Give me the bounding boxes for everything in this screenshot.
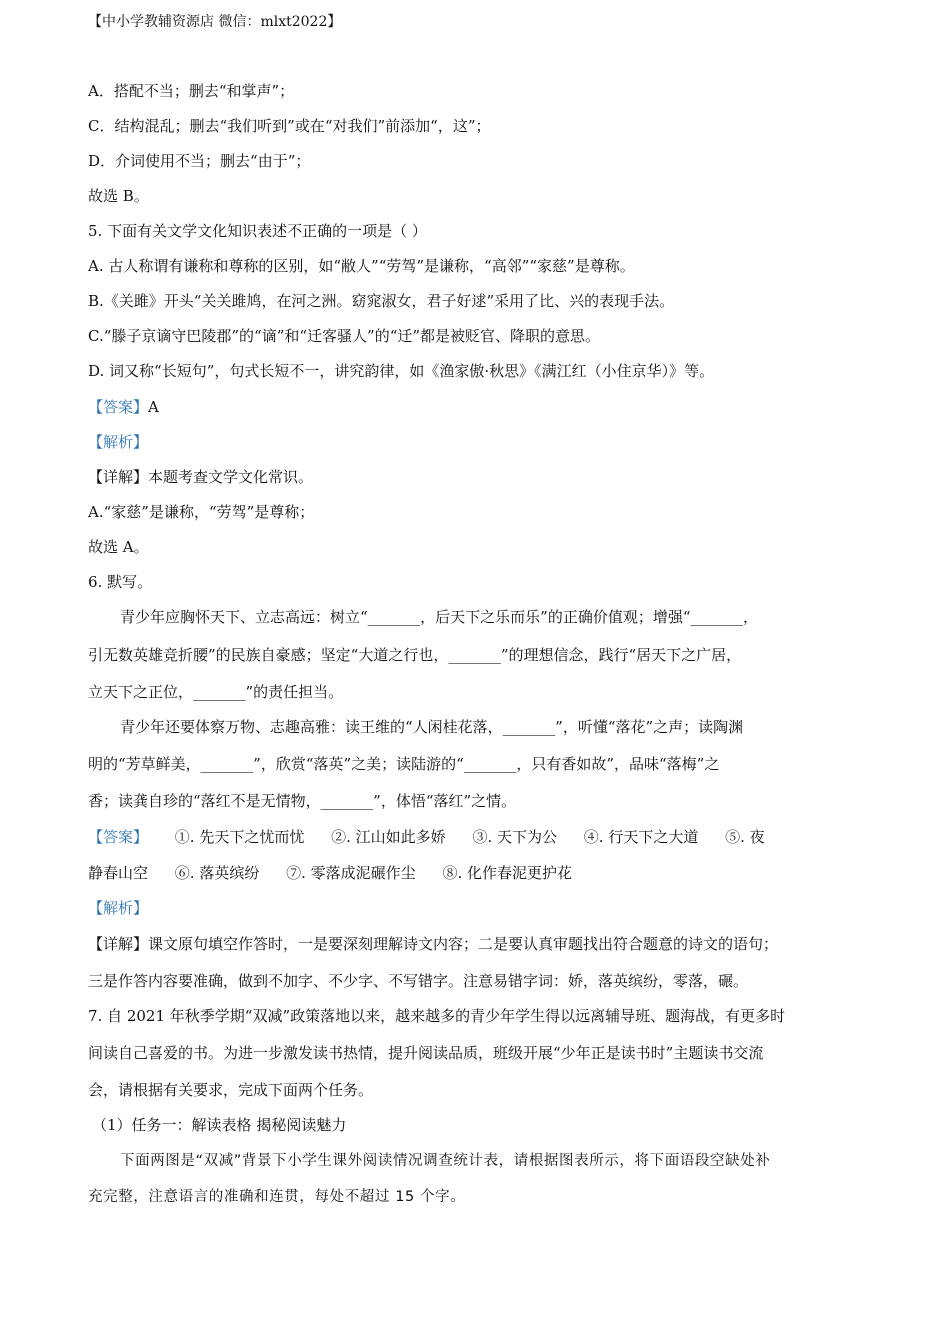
answer-item: ⑧. 化作春泥更护花 bbox=[442, 864, 572, 882]
q7-task1-desc-line2: 充完整，注意语言的准确和连贯，每处不超过 15 个字。 bbox=[88, 1189, 466, 1205]
q6-para1-line3: 立天下之正位，_______”的责任担当。 bbox=[88, 683, 344, 701]
q5-answer bbox=[88, 396, 159, 418]
q7-task1-title: （1）任务一：解读表格 揭秘阅读魅力 bbox=[92, 1116, 347, 1134]
answer-item: ④. 行天下之大道 bbox=[583, 828, 699, 846]
q4-conclusion: 故选 B。 bbox=[88, 187, 149, 205]
q6-detail-text: 课文原句填空作答时，一是要深刻理解诗文内容；二是要认真审题找出符合题意的诗文的语句； bbox=[148, 935, 779, 953]
detail-tag: 【详解】 bbox=[88, 935, 149, 953]
q6-para2-line2: 明的“芳草鲜美，_______”，欣赏“落英”之美；读陆游的“_______，只有香如故”，品味“落梅”之 bbox=[88, 755, 720, 773]
detail-tag: 【详解】 bbox=[88, 468, 149, 486]
q5-option-b: B.《关雎》开头“关关雎鸠，在河之洲。窈窕淑女，君子好逑”采用了比、兴的表现手法。 bbox=[88, 292, 675, 310]
answer-item: ⑥. 落英缤纷 bbox=[174, 864, 260, 882]
q7-task1-desc-line1: 下面两图是“双减”背景下小学生课外阅读情况调查统计表，请根据图表所示，将下面语段空缺处补 bbox=[120, 1153, 771, 1169]
q4-option-a: A．搭配不当；删去“和掌声”； bbox=[88, 82, 295, 100]
q5-stem: 5. 下面有关文学文化知识表述不正确的一项是（ ） bbox=[88, 222, 427, 240]
answer-item: ②. 江山如此多娇 bbox=[331, 828, 446, 846]
q7-stem-line3: 会，请根据有关要求，完成下面两个任务。 bbox=[88, 1081, 374, 1099]
q6-para2-line1: 青少年还要体察万物、志趣高雅：读王维的“人闲桂花落，_______”，听懂“落花”之声；读陶渊 bbox=[120, 718, 744, 736]
q5-detail bbox=[88, 466, 313, 488]
q6-detail-line2: 三是作答内容要准确，做到不加字、不少字、不写错字。注意易错字词：娇，落英缤纷，零落，碾。 bbox=[88, 972, 749, 990]
answer-item: ⑤. 夜 bbox=[725, 828, 765, 846]
q6-para2-line3: 香；读龚自珍的“落红不是无情物，_______”，体悟“落红”之情。 bbox=[88, 792, 517, 810]
q7-stem-line2: 间读自己喜爱的书。为进一步激发读书热情，提升阅读品质，班级开展“少年正是读书时”主题读书交流 bbox=[88, 1044, 764, 1062]
answer-item: ⑦. 零落成泥碾作尘 bbox=[286, 864, 416, 882]
q6-analysis-tag: 【解析】 bbox=[88, 899, 149, 917]
answer-item: ③. 天下为公 bbox=[472, 828, 557, 846]
q5-option-c: C.“滕子京谪守巴陵郡”的“谪”和“迁客骚人”的“迁”都是被贬官、降职的意思。 bbox=[88, 327, 601, 345]
q6-para1-line1: 青少年应胸怀天下、立志高远：树立“_______，后天下之乐而乐”的正确价值观；增强“_______， bbox=[120, 608, 759, 626]
q6-answer-line1 bbox=[88, 826, 765, 848]
answer-tag: 【答案】 bbox=[88, 828, 149, 846]
q6-stem: 6. 默写。 bbox=[88, 573, 153, 591]
q5-detail-text: 本题考查文学文化常识。 bbox=[148, 468, 314, 486]
q4-option-c: C．结构混乱；删去“我们听到”或在“对我们”前添加“，这”； bbox=[88, 117, 491, 135]
q5-option-d: D. 词又称“长短句”，句式长短不一，讲究韵律，如《渔家傲·秋思》《满江红（小住京华）》等。 bbox=[88, 362, 715, 380]
q5-analysis-tag: 【解析】 bbox=[88, 433, 149, 451]
q6-detail-line1 bbox=[88, 933, 778, 955]
q5-option-a: A. 古人称谓有谦称和尊称的区别，如“敝人”“劳驾”是谦称，“高邻”“家慈”是尊称。 bbox=[88, 257, 635, 275]
answer-item: 静春山空 bbox=[88, 864, 149, 882]
q4-option-d: D．介词使用不当；删去“由于”； bbox=[88, 152, 311, 170]
q5-answer-value: A bbox=[148, 398, 159, 416]
q5-conclusion: 故选 A。 bbox=[88, 538, 149, 556]
answer-item: ①. 先天下之忧而忧 bbox=[174, 828, 305, 846]
page-header: 【中小学教辅资源店 微信：mlxt2022】 bbox=[88, 14, 342, 30]
q6-answer-line2 bbox=[88, 862, 572, 884]
q6-para1-line2: 引无数英雄竞折腰”的民族自豪感；坚定“大道之行也，_______”的理想信念，践行“居天下之广居， bbox=[88, 646, 742, 664]
answer-tag: 【答案】 bbox=[88, 398, 149, 416]
q5-explain: A.“家慈”是谦称，“劳驾”是尊称； bbox=[88, 503, 315, 521]
q7-stem-line1: 7. 自 2021 年秋季学期“双减”政策落地以来，越来越多的青少年学生得以远离辅导班、题海战，有更多时 bbox=[88, 1007, 786, 1025]
